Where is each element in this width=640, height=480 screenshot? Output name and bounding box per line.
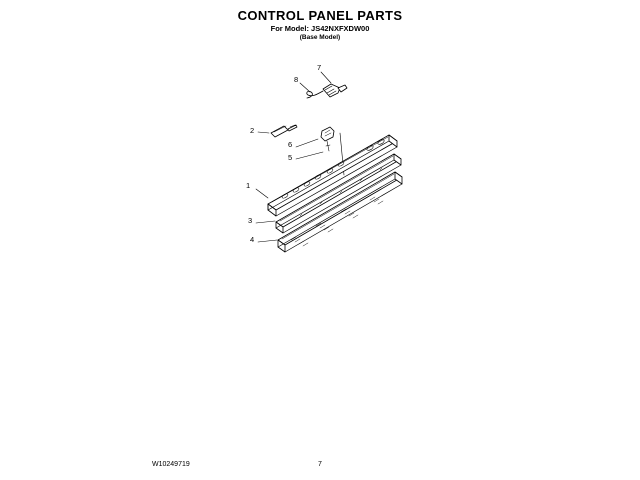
- callout-8: 8: [294, 75, 299, 84]
- callout-1: 1: [246, 181, 251, 190]
- page-number: 7: [318, 461, 322, 468]
- page-title: CONTROL PANEL PARTS: [237, 8, 403, 23]
- callout-3: 3: [248, 216, 253, 225]
- base-model-line: (Base Model): [299, 34, 341, 41]
- callout-2: 2: [250, 126, 255, 135]
- callout-6: 6: [288, 140, 293, 149]
- model-line: For Model: JS42NXFXDW00: [270, 24, 370, 33]
- callout-5: 5: [288, 153, 293, 162]
- callout-4: 4: [250, 235, 255, 244]
- callout-7: 7: [317, 63, 322, 72]
- document-number: W10249719: [152, 461, 190, 468]
